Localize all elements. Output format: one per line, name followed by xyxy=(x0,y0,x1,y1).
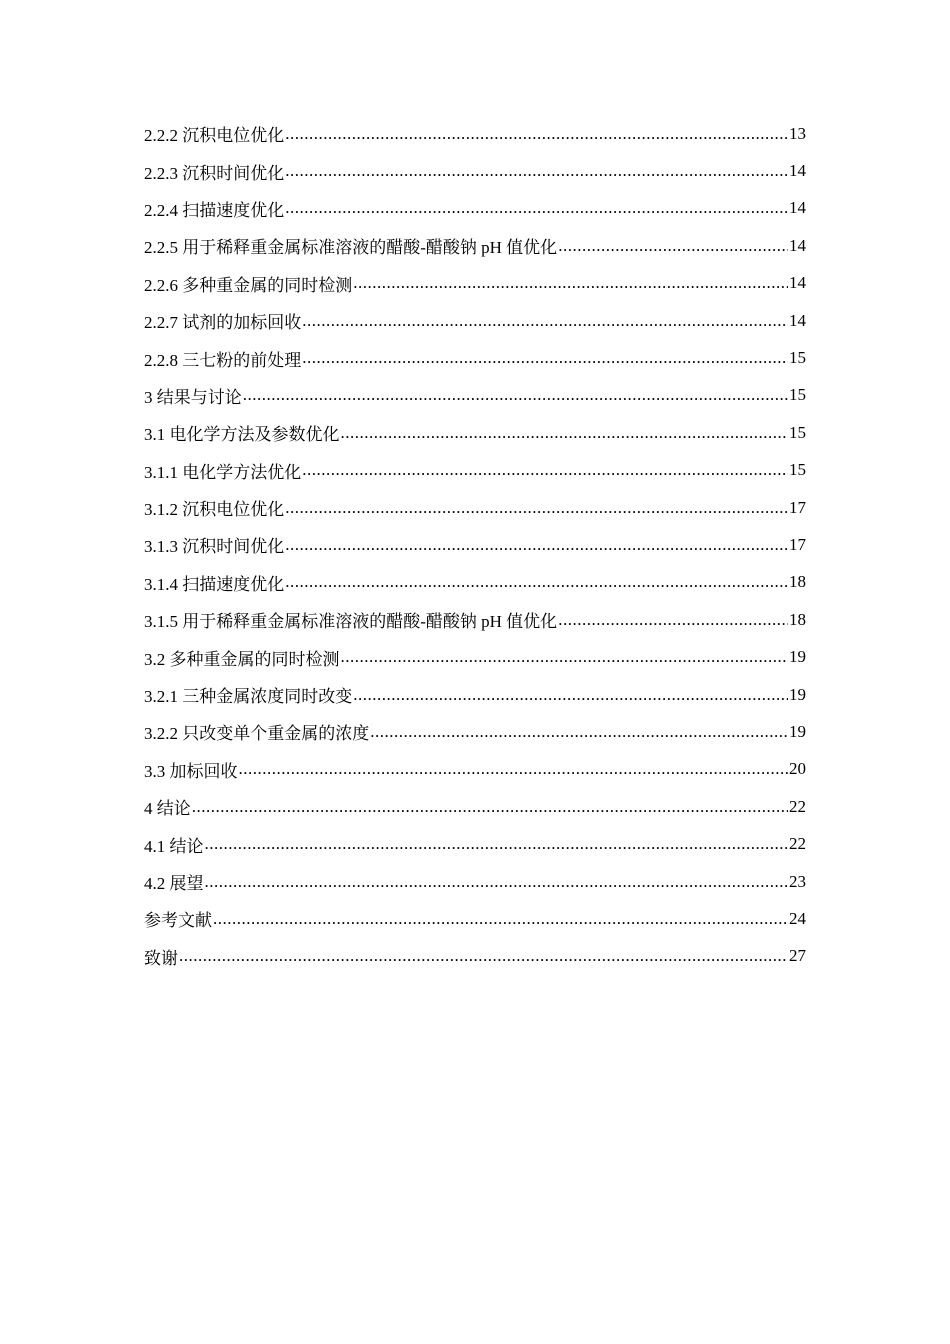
dot-leader xyxy=(302,460,788,480)
toc-entry[interactable] xyxy=(144,713,806,750)
toc-entry-title: 3.1.3 沉积时间优化 xyxy=(144,537,285,557)
toc-entry-title: 2.2.7 试剂的加标回收 xyxy=(144,313,302,333)
toc-entry[interactable] xyxy=(144,227,806,264)
toc-entry-title: 致谢 xyxy=(144,948,178,968)
toc-entry[interactable] xyxy=(144,863,806,900)
toc-entry[interactable] xyxy=(144,489,806,526)
toc-page-number: 27 xyxy=(789,946,806,966)
dot-leader xyxy=(285,124,788,144)
toc-entry[interactable] xyxy=(144,788,806,825)
toc-page-number: 14 xyxy=(789,310,806,330)
toc-entry[interactable] xyxy=(144,676,806,713)
toc-entry-title: 3.2 多种重金属的同时检测 xyxy=(144,649,340,669)
dot-leader xyxy=(179,946,788,966)
dot-leader xyxy=(205,872,789,892)
toc-page-number: 20 xyxy=(789,759,806,779)
toc-entry[interactable] xyxy=(144,302,806,339)
dot-leader xyxy=(353,685,788,705)
toc-entry-title: 2.2.6 多种重金属的同时检测 xyxy=(144,275,353,295)
toc-entry[interactable] xyxy=(144,339,806,376)
dot-leader xyxy=(213,909,788,929)
toc-entry-title: 3.1 电化学方法及参数优化 xyxy=(144,425,340,445)
toc-entry[interactable] xyxy=(144,751,806,788)
toc-page-number: 22 xyxy=(789,834,806,854)
toc-entry-title: 2.2.4 扫描速度优化 xyxy=(144,200,285,220)
toc-entry-title: 参考文献 xyxy=(144,911,212,931)
toc-entry-title: 3.1.4 扫描速度优化 xyxy=(144,574,285,594)
toc-entry[interactable] xyxy=(144,265,806,302)
dot-leader xyxy=(370,722,788,742)
toc-page-number: 15 xyxy=(789,348,806,368)
toc-entry-title: 3.1.2 沉积电位优化 xyxy=(144,500,285,520)
toc-entry-title: 4 结论 xyxy=(144,799,191,819)
toc-entry[interactable] xyxy=(144,452,806,489)
toc-entry-title: 2.2.8 三七粉的前处理 xyxy=(144,350,302,370)
dot-leader xyxy=(558,610,788,630)
toc-page-number: 15 xyxy=(789,385,806,405)
toc-entry[interactable] xyxy=(144,900,806,937)
toc-page-number: 19 xyxy=(789,647,806,667)
toc-entry-title: 4.2 展望 xyxy=(144,874,204,893)
toc-entry[interactable] xyxy=(144,152,806,189)
toc-entry[interactable] xyxy=(144,601,806,638)
toc-entry-title: 2.2.3 沉积时间优化 xyxy=(144,163,285,183)
toc-page-number: 18 xyxy=(789,572,806,592)
toc-entry[interactable] xyxy=(144,526,806,563)
toc-entry[interactable] xyxy=(144,115,806,152)
toc-page-number: 14 xyxy=(789,273,806,293)
dot-leader xyxy=(353,273,788,293)
toc-entry-title: 3.2.2 只改变单个重金属的浓度 xyxy=(144,724,370,744)
toc-page-number: 14 xyxy=(789,198,806,218)
toc-entry-title: 3 结果与讨论 xyxy=(144,387,242,407)
toc-page-number: 14 xyxy=(789,161,806,181)
toc-page-number: 13 xyxy=(789,123,806,143)
toc-entry[interactable] xyxy=(144,564,806,601)
dot-leader xyxy=(302,311,788,331)
toc-entry-title: 2.2.5 用于稀释重金属标准溶液的醋酸-醋酸钠 pH 值优化 xyxy=(144,238,558,258)
toc-entry-title: 3.2.1 三种金属浓度同时改变 xyxy=(144,687,353,707)
toc-page-number: 15 xyxy=(789,422,806,442)
toc-page-number: 17 xyxy=(789,497,806,517)
table-of-contents xyxy=(144,115,806,975)
dot-leader xyxy=(302,348,788,368)
dot-leader xyxy=(192,797,788,817)
toc-page-number: 24 xyxy=(789,908,806,928)
toc-page-number: 19 xyxy=(789,684,806,704)
toc-entry[interactable] xyxy=(144,825,806,862)
dot-leader xyxy=(558,236,788,256)
toc-entry-title: 3.3 加标回收 xyxy=(144,761,238,781)
toc-page-number: 18 xyxy=(789,609,806,629)
dot-leader xyxy=(285,535,788,555)
toc-entry[interactable] xyxy=(144,190,806,227)
dot-leader xyxy=(285,498,788,518)
dot-leader xyxy=(285,161,788,181)
toc-entry[interactable] xyxy=(144,938,806,975)
toc-entry-title: 4.1 结论 xyxy=(144,836,204,856)
toc-entry-title: 3.1.1 电化学方法优化 xyxy=(144,462,302,482)
dot-leader xyxy=(285,572,788,592)
toc-page-number: 15 xyxy=(789,460,806,480)
dot-leader xyxy=(341,423,789,443)
dot-leader xyxy=(239,759,789,779)
toc-entry-title: 3.1.5 用于稀释重金属标准溶液的醋酸-醋酸钠 pH 值优化 xyxy=(144,612,558,632)
toc-page-number: 23 xyxy=(789,871,806,891)
toc-entry[interactable] xyxy=(144,638,806,675)
dot-leader xyxy=(243,385,788,405)
toc-entry-title: 2.2.2 沉积电位优化 xyxy=(144,126,285,146)
toc-page-number: 14 xyxy=(789,235,806,255)
toc-page-number: 17 xyxy=(789,534,806,554)
toc-page-number: 19 xyxy=(789,721,806,741)
toc-entry[interactable] xyxy=(144,377,806,414)
toc-page-number: 22 xyxy=(789,796,806,816)
dot-leader xyxy=(205,834,789,854)
dot-leader xyxy=(285,198,788,218)
toc-entry[interactable] xyxy=(144,414,806,451)
dot-leader xyxy=(341,647,789,667)
